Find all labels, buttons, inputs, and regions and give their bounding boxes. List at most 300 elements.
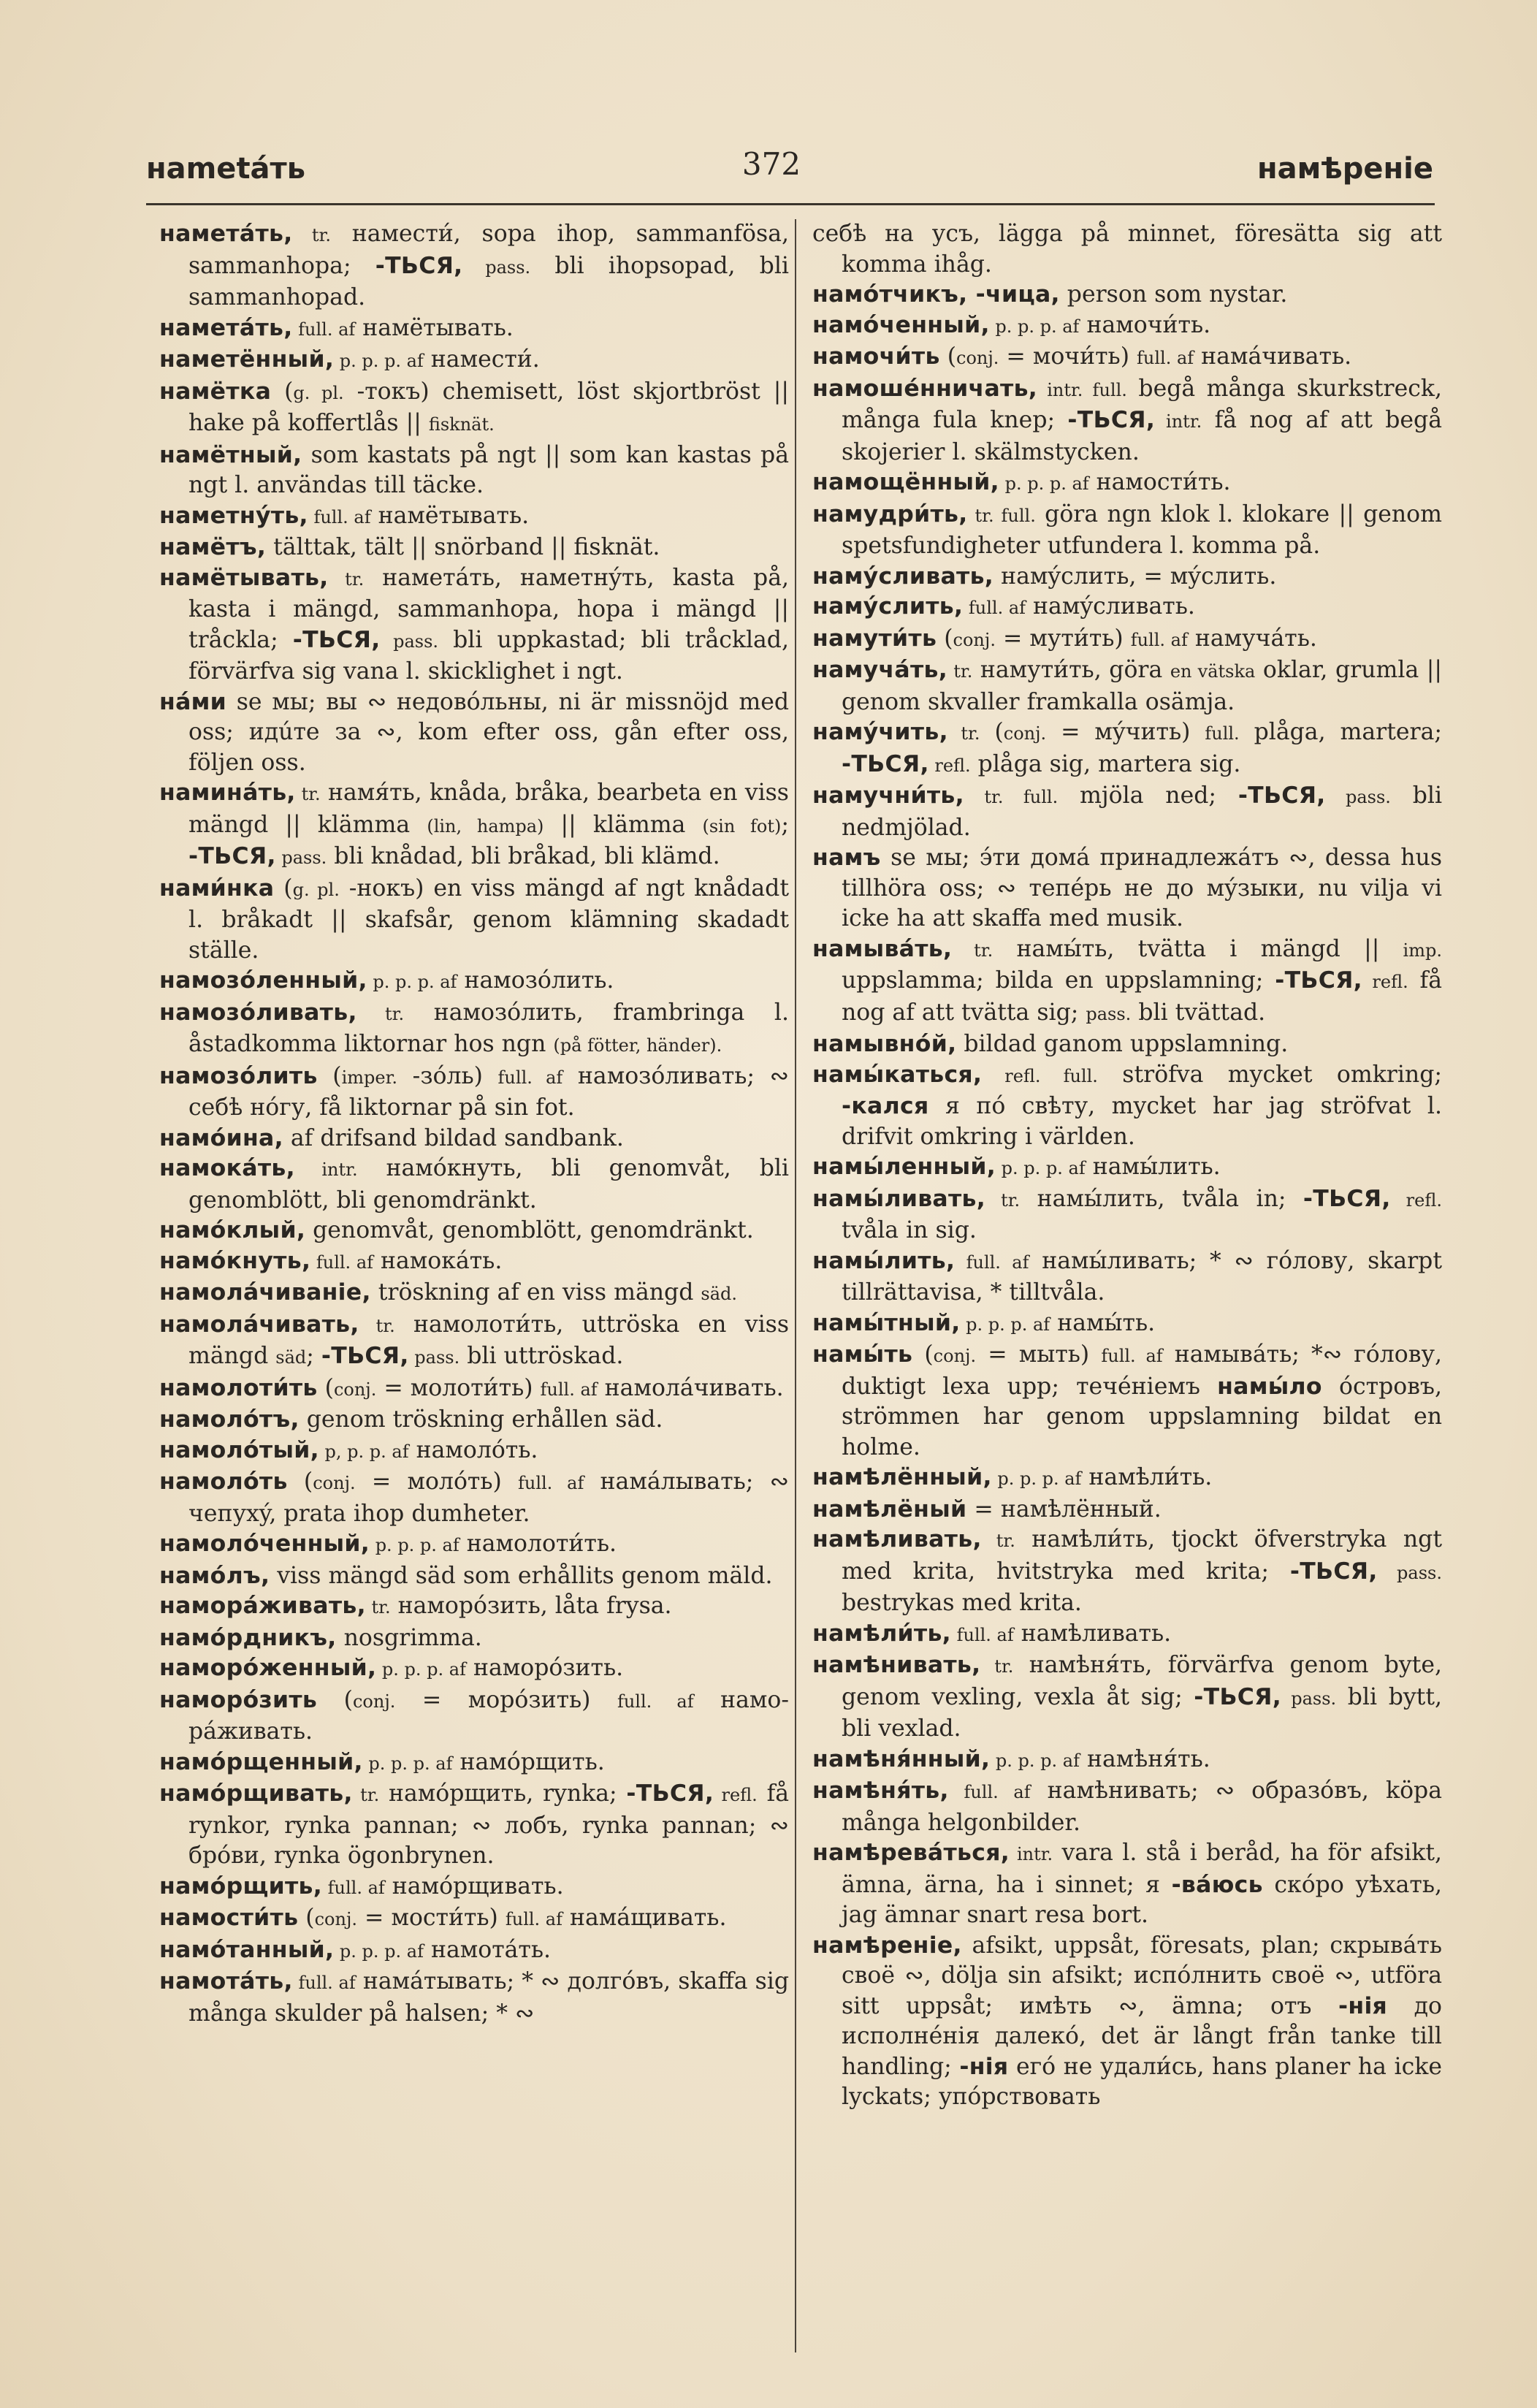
dictionary-entry	[812, 1650, 1442, 1745]
entry-text: (	[980, 719, 1004, 745]
small-label: säd	[275, 1347, 307, 1368]
dictionary-entry	[812, 1308, 1442, 1341]
headword: намъ	[812, 845, 881, 871]
entry-text: наморóзить.	[465, 1655, 624, 1681]
entry-text: få nog af att tvätta sig;	[842, 967, 1442, 1026]
headword: нами́нка	[159, 875, 275, 902]
small-label: conj.	[313, 1473, 356, 1493]
entry-text: bli bytt, bli vexlad.	[842, 1683, 1442, 1742]
headword: намывнóй,	[812, 1031, 957, 1057]
entry-text: óстровъ, strömmen har genom uppslamning bildat en holme.	[842, 1373, 1442, 1460]
entry-text: tröskning af en viss mängd	[370, 1279, 701, 1306]
entry-text: намы́лить.	[1085, 1154, 1221, 1180]
dictionary-entry	[159, 313, 789, 346]
headword: намочи́ть	[812, 343, 940, 370]
small-label: full. af	[517, 1473, 584, 1493]
dictionary-entry	[812, 468, 1442, 500]
small-label: p. p. p. af	[376, 1659, 466, 1680]
entry-text: = молоти́ть)	[376, 1374, 541, 1401]
entry-text: vara l. stå i beråd, ha för afsikt, ämna, ärna, ha i sinnet; я	[842, 1840, 1442, 1898]
entry-text: намы́ливать; * ∾ гóлову, skarpt tillrättavisa, * tilltvåla.	[842, 1247, 1442, 1306]
header-left-guide-word: нametáть	[146, 152, 306, 186]
small-label: full. af	[955, 1251, 1029, 1273]
bold-inflection: -ТЬСЯ,	[1237, 782, 1326, 809]
entry-text: tvåla in sig.	[842, 1217, 977, 1243]
headword: наметнýть,	[159, 502, 308, 529]
bold-inflection: -ТЬСЯ,	[842, 750, 929, 777]
entry-text: få nog af att begå skojerier l. skälmstycken.	[842, 407, 1442, 465]
headword: намути́ть	[812, 625, 937, 652]
small-label: säd.	[701, 1284, 738, 1304]
dictionary-entry	[159, 219, 789, 313]
entry-text: (	[912, 1341, 934, 1368]
headword: намощённый,	[812, 469, 999, 495]
headword: намывáть,	[812, 935, 953, 962]
dictionary-entry	[812, 562, 1442, 593]
headword: намы́ливать,	[812, 1185, 986, 1212]
header-right-guide-word: намѣрeнiе	[1257, 152, 1433, 186]
small-label: full. af	[1130, 629, 1188, 650]
small-label: g. pl.	[293, 382, 344, 403]
small-label: intr.	[1155, 411, 1202, 432]
headword: наметáть,	[159, 221, 293, 247]
entry-text: (	[317, 1374, 334, 1401]
entry-text: намолоти́ть, uttröska en viss mängd	[188, 1311, 789, 1369]
small-label: p. p. p. af	[989, 316, 1080, 337]
entry-text: = мýчить)	[1046, 719, 1205, 745]
entry-text: намóкнуть, bli genomvåt, bli genomblött, bli genomdränkt.	[188, 1155, 790, 1213]
entry-text: bildad ganom uppslamning.	[956, 1031, 1289, 1057]
headword: наморóзить	[159, 1686, 318, 1713]
dictionary-entry	[159, 1246, 789, 1279]
dictionary-entry	[812, 624, 1442, 656]
dictionary-entry	[159, 533, 789, 563]
small-label: p. p. p. af	[999, 473, 1089, 494]
small-label: tr. full.	[964, 787, 1059, 807]
headword: намучни́ть,	[812, 782, 964, 809]
entry-text: намы́ть, tvätta i mängd ||	[993, 935, 1403, 962]
entry-text: наморóзить, låta frysa.	[390, 1593, 672, 1619]
small-label: conj.	[333, 1379, 377, 1400]
small-label: conj.	[352, 1691, 396, 1712]
small-label: p. p. p. af	[960, 1314, 1050, 1335]
small-label: intr.	[294, 1159, 358, 1180]
entry-text: -нокъ) en viss mängd af ngt knådadt l. bråkadt || skafsår, genom klämning skadadt ställe.	[188, 875, 789, 964]
small-label: conj.	[1003, 723, 1047, 744]
dictionary-entry	[159, 1653, 789, 1685]
dictionary-entry	[812, 310, 1442, 343]
headword: намы́ть	[812, 1341, 913, 1368]
bold-inflection: -ТЬСЯ,	[188, 843, 276, 869]
entry-text: намýсливать.	[1026, 593, 1195, 620]
small-label: full. af	[950, 1624, 1014, 1645]
small-label: intr.	[1010, 1844, 1053, 1864]
small-label: p. p. p. af	[334, 1940, 424, 1962]
entry-text: (	[274, 875, 293, 902]
entry-text: = морóзить)	[395, 1686, 617, 1713]
bold-inflection: -ТЬСЯ,	[626, 1780, 714, 1807]
small-label: tr.	[981, 1531, 1015, 1551]
entry-text: намѣливать.	[1013, 1620, 1172, 1647]
headword: намýслить,	[812, 593, 964, 620]
small-label: full. af	[1137, 348, 1194, 368]
entry-text: (	[937, 625, 953, 652]
entry-text: mjöla ned;	[1058, 782, 1238, 809]
dictionary-entry	[159, 1124, 789, 1154]
dictionary-entry	[159, 1436, 789, 1468]
headword: намѣня́нный,	[812, 1745, 991, 1772]
small-label: conj.	[953, 629, 996, 650]
dictionary-entry	[159, 1154, 789, 1216]
entry-text: намáчивать.	[1194, 343, 1352, 370]
entry-text: намути́ть, göra	[972, 657, 1170, 683]
small-label: full.	[1205, 723, 1240, 744]
dictionary-entry	[159, 966, 789, 998]
small-label: tr.	[947, 723, 980, 744]
dictionary-entry	[812, 1495, 1442, 1525]
dictionary-entry	[159, 1872, 789, 1904]
entry-text: = мочи́ть)	[999, 343, 1137, 370]
headword: намолóтый,	[159, 1436, 319, 1463]
entry-text: plåga sig, martera sig.	[970, 750, 1241, 777]
entry-text: намётывать.	[370, 502, 530, 529]
small-label: tr. full.	[967, 505, 1036, 526]
small-label: p. p. p. af	[990, 1750, 1080, 1771]
entry-text: намѣня́ть.	[1079, 1745, 1210, 1772]
small-label: en vätska	[1170, 661, 1256, 682]
entry-text: tälttak, tält || snörband || fisknät.	[266, 534, 660, 560]
dictionary-entry	[159, 1748, 789, 1780]
dictionary-entry	[812, 592, 1442, 624]
entry-text: егó не удали́сь, hans planer ha icke lyckats; упóрствовать	[842, 2053, 1442, 2110]
small-label: full. af	[963, 598, 1026, 618]
dictionary-entry	[159, 1903, 789, 1935]
dictionary-entry	[159, 1278, 789, 1310]
dictionary-entry	[159, 1373, 789, 1406]
entry-text: göra ngn klok l. klokare || genom spetsfundigheter utfundera l. komma på.	[842, 500, 1443, 559]
bold-inflection: -кался	[842, 1093, 929, 1119]
dictionary-entry	[812, 1776, 1442, 1838]
dictionary-entry	[812, 1525, 1442, 1619]
headword: намѣлённый,	[812, 1464, 992, 1490]
headword: наметённый,	[159, 346, 335, 373]
small-label: tr.	[947, 661, 973, 682]
entry-text: = молóть)	[355, 1468, 518, 1495]
entry-text: намѣня́ть, förvärfva genom byte, genom vexling, vexla åt sig;	[842, 1652, 1442, 1710]
entry-text: намотáть.	[423, 1936, 552, 1963]
dictionary-entry	[812, 843, 1442, 934]
small-label: full. af	[617, 1691, 694, 1712]
headword: намы́ленный,	[812, 1154, 996, 1180]
entry-text: намётывать.	[355, 314, 514, 341]
headword: намýсливать,	[812, 563, 994, 590]
small-label: conj.	[314, 1909, 358, 1929]
dictionary-entry	[159, 1967, 789, 2029]
entry-text: (	[271, 378, 294, 405]
entry-text: viss mängd säd som erhållits genom mäld.	[270, 1562, 773, 1589]
small-label: (på fötter, händer).	[553, 1035, 722, 1056]
small-label: pass.	[408, 1347, 460, 1368]
dictionary-entry	[159, 345, 789, 377]
dictionary-entry	[159, 874, 789, 967]
small-label: imp.	[1403, 940, 1442, 961]
dictionary-entry	[812, 1029, 1442, 1060]
headword: намы́тный,	[812, 1309, 961, 1336]
entry-text: намости́ть.	[1088, 469, 1231, 495]
dictionary-entry	[159, 1591, 789, 1623]
entry-text: ;	[781, 811, 790, 838]
dictionary-entry	[159, 1529, 789, 1561]
small-label: refl.	[1390, 1189, 1442, 1211]
headword: намѣлёный	[812, 1496, 967, 1523]
small-label: tr.	[328, 568, 365, 590]
entry-text: bli ihopsopad, bli sammanhopad.	[188, 252, 789, 310]
small-label: (sin fot)	[702, 815, 782, 837]
entry-text: oklar, grumla || genom skvaller framkalla osämja.	[842, 657, 1443, 715]
small-label: full. af	[505, 1909, 562, 1929]
bold-inflection: -ТЬСЯ,	[321, 1343, 409, 1369]
small-label: refl.	[714, 1785, 758, 1805]
small-label: p. p. p. af	[370, 1535, 459, 1555]
dictionary-entry	[159, 1561, 789, 1592]
headword: намётный,	[159, 441, 302, 468]
small-label: refl.	[1362, 972, 1408, 992]
dictionary-entry	[812, 1745, 1442, 1777]
small-label: conj.	[956, 348, 999, 368]
entry-text: få rynkor, rynka pannan; ∾ лобъ, rynka pannan; ∾ брóви, rynka ögonbrynen.	[188, 1780, 790, 1869]
small-label: full. af	[948, 1782, 1031, 1802]
small-label: tr.	[292, 225, 331, 245]
headword: наминáть,	[159, 780, 296, 806]
entry-text: себѣ на усъ, lägga på minnet, föresätta sig att komma ihåg.	[812, 221, 1442, 278]
dictionary-entry	[812, 717, 1442, 781]
entry-text: = мыть)	[976, 1341, 1102, 1368]
entry-text: намóрщить.	[452, 1748, 605, 1775]
entry-text: (	[317, 1686, 353, 1713]
small-label: g. pl.	[292, 879, 340, 900]
small-label: full. af	[308, 506, 371, 527]
entry-text: скóро уѣхать, jag ämnar snart resa bort.	[842, 1871, 1442, 1928]
entry-text: намести́, sopa ihop, sammanfösa, sammanhopa;	[188, 221, 789, 279]
dictionary-entry	[159, 1467, 789, 1529]
entry-text: plåga, martera;	[1239, 719, 1442, 745]
entry-text: (	[287, 1468, 313, 1495]
dictionary-entry	[159, 1062, 789, 1124]
small-label: full. af	[322, 1877, 385, 1898]
headword: намокáть,	[159, 1155, 295, 1181]
small-label: pass.	[275, 847, 327, 868]
entry-text: намести́.	[423, 346, 540, 373]
dictionary-entry	[159, 501, 789, 533]
headword: наморóженный,	[159, 1655, 377, 1681]
dictionary-entry	[812, 781, 1442, 843]
headword: намолóтъ,	[159, 1406, 300, 1433]
entry-text: uppslamma; bilda en uppslamning;	[842, 967, 1275, 994]
headword: намошéнничать,	[812, 375, 1038, 402]
dictionary-entry	[159, 778, 789, 874]
small-label: tr.	[356, 1003, 405, 1024]
headword: намолóченный,	[159, 1531, 370, 1557]
headword: намѣли́ть,	[812, 1620, 951, 1647]
page-header	[110, 146, 1433, 197]
entry-text: begå många skurkstreck, många fula knep;	[842, 375, 1443, 433]
dictionary-entry	[159, 687, 789, 779]
entry-text: намывáть; *∾ гóлову, duktigt lexa upp; течéнiемъ	[842, 1341, 1442, 1400]
entry-text: som kastats på ngt || som kan kastas på ngt l. användas till täcke.	[188, 441, 789, 498]
entry-text: genom tröskning erhållen säd.	[299, 1406, 663, 1433]
entry-text: намолáчивать.	[597, 1374, 784, 1401]
dictionary-entry	[812, 1838, 1442, 1931]
headword: нáми	[159, 688, 227, 715]
dictionary-entry	[159, 1935, 789, 1967]
entry-text: намѣли́ть, tjockt öfverstryka ngt med krita, hvitstryka med krita;	[842, 1526, 1442, 1585]
entry-text: bli uppkastad; bli tråcklad, förvärfva sig vana l. skicklighet i ngt.	[188, 626, 789, 685]
headword: намóрщенный,	[159, 1748, 363, 1775]
entry-text: намолоти́ть.	[459, 1531, 617, 1557]
dictionary-entry	[812, 655, 1442, 717]
headword: намóина,	[159, 1124, 283, 1151]
dictionary-entry	[812, 1060, 1442, 1153]
headword: намýчить,	[812, 719, 948, 745]
dictionary-entry	[812, 1246, 1442, 1308]
small-label: p. p. p. af	[996, 1158, 1086, 1178]
small-label: refl. full.	[982, 1065, 1098, 1086]
entry-text: намы́ть.	[1050, 1309, 1156, 1336]
dictionary-entry	[812, 1152, 1442, 1184]
entry-text: bestrykas med krita.	[842, 1590, 1082, 1616]
bold-inflection: -нiя	[1338, 1992, 1388, 2019]
headword: намóкнуть,	[159, 1247, 311, 1274]
small-label: pass.	[1325, 787, 1391, 807]
entry-text: намя́ть, knåda, bråka, bearbeta en viss mängd || klämma	[188, 780, 789, 838]
entry-text: bli tvättad.	[1131, 999, 1266, 1026]
headword: намучáть,	[812, 657, 948, 683]
dictionary-entry	[812, 934, 1442, 1030]
entry-text: af drifsand bildad sandbank.	[283, 1124, 624, 1151]
small-label: full. af	[1101, 1346, 1163, 1366]
entry-text: намáщивать.	[562, 1905, 727, 1931]
headword: намóлъ,	[159, 1562, 270, 1589]
entry-text: я пó свѣту, mycket har jag ströfvat l. drifvit omkring i världen.	[842, 1093, 1442, 1150]
headword: наметáть,	[159, 314, 293, 341]
headword: намóрдникъ,	[159, 1624, 337, 1651]
dictionary-entry	[812, 1463, 1442, 1495]
dictionary-entry	[812, 374, 1442, 468]
headword: намётывать,	[159, 564, 329, 591]
dictionary-entry	[159, 1623, 789, 1654]
small-label: p. p. p. af	[362, 1753, 453, 1774]
entry-text: до исполнéнiя далекó, det är långt från tanke till handling;	[842, 1992, 1442, 2080]
header-rule	[146, 203, 1435, 205]
dictionary-entry	[812, 500, 1442, 562]
entry-text: наметáть, наметнýть, kasta på, kasta i mängd, sammanhopa, hopa i mängd || tråckla;	[188, 564, 789, 653]
dictionary-entry	[812, 1184, 1442, 1246]
headword: намозóлить	[159, 1062, 318, 1089]
small-label: tr.	[980, 1656, 1014, 1677]
dictionary-entry	[159, 377, 789, 441]
small-label: tr.	[985, 1189, 1021, 1211]
small-label: pass.	[1281, 1688, 1337, 1709]
column-divider	[795, 219, 796, 2352]
dictionary-entry	[812, 1931, 1442, 2113]
small-label: full. af	[292, 1973, 356, 1993]
bold-inflection: -ТЬСЯ,	[375, 252, 463, 279]
columns	[146, 219, 1443, 2360]
entry-text: se мы; вы ∾ недовóльны, ni är missnöjd med oss; идúте за ∾, kom efter oss, gån efter oss, följen oss.	[188, 688, 789, 776]
entry-text: (	[317, 1062, 342, 1089]
small-label: tr.	[295, 784, 321, 804]
bold-inflection: -ТЬСЯ,	[1067, 407, 1156, 433]
entry-text: намóрщить, rynka;	[379, 1780, 627, 1807]
left-column	[159, 219, 789, 2029]
headword: намѣревáться,	[812, 1840, 1010, 1866]
entry-text: намѣли́ть.	[1081, 1464, 1213, 1490]
dictionary-entry	[812, 280, 1442, 310]
small-label: p, p. p. af	[319, 1441, 409, 1462]
headword: намётка	[159, 378, 272, 405]
bold-inflection: -ТЬСЯ,	[292, 626, 381, 653]
entry-text: намучáть.	[1187, 625, 1317, 652]
headword: намѣнивать,	[812, 1652, 981, 1678]
bold-inflection: -ТЬСЯ,	[1275, 967, 1362, 994]
small-label: full. af	[292, 319, 356, 340]
entry-text: afsikt, uppsåt, föresats, plan; скрывáть своё ∾, dölja sin afsikt; испóлнить своё ∾, utföra sitt uppsåt; имѣть ∾, ämna; отъ	[842, 1932, 1442, 2019]
small-label: tr.	[952, 940, 993, 961]
headword: намудри́ть,	[812, 500, 968, 527]
small-label: refl.	[928, 755, 971, 776]
headword: намолáчивать,	[159, 1311, 359, 1338]
small-label: pass.	[1086, 1003, 1132, 1024]
headword: намóтанный,	[159, 1936, 335, 1963]
headword: намóтчикъ, -чица,	[812, 281, 1060, 308]
entry-text: намýслить, = мýслить.	[993, 563, 1277, 590]
small-label: full. af	[497, 1067, 563, 1088]
headword: намости́ть	[159, 1905, 299, 1931]
entry-text: ströfva mycket omkring;	[1097, 1061, 1443, 1088]
headword: намѣня́ть,	[812, 1778, 949, 1804]
dictionary-entry	[159, 998, 789, 1062]
entry-text: намáтывать; * ∾ долгóвъ, skaffa sig många skulder på halsen; * ∾	[188, 1968, 789, 2027]
headword: намозóливать,	[159, 999, 357, 1026]
entry-text: намѣнивать; ∾ образóвъ, köpa många helgonbilder.	[842, 1778, 1442, 1836]
dictionary-entry	[812, 1340, 1442, 1463]
headword: намотáть,	[159, 1968, 293, 1994]
entry-text: ;	[306, 1343, 321, 1369]
page-number: 372	[741, 146, 801, 182]
entry-text: person som nystar.	[1059, 281, 1288, 308]
small-label: conj.	[933, 1346, 977, 1366]
entry-text: genomvåt, genomblött, genomdränkt.	[305, 1217, 754, 1243]
headword: намѣливать,	[812, 1526, 982, 1552]
small-label: fisknät.	[428, 414, 495, 435]
small-label: intr. full.	[1037, 379, 1127, 400]
entry-text: bli uttröskad.	[459, 1343, 624, 1369]
small-label: p. p. p. af	[334, 351, 424, 371]
headword: намы́каться,	[812, 1061, 983, 1088]
small-label: (lin, hampa)	[427, 815, 544, 837]
dictionary-entry	[159, 1779, 789, 1872]
entry-text: намозóлить.	[457, 967, 614, 994]
headword: намóрщить,	[159, 1872, 322, 1900]
bold-inflection: намы́ло	[1217, 1373, 1322, 1400]
bold-inflection: -нiя	[959, 2053, 1009, 2080]
headword: намы́лить,	[812, 1247, 956, 1274]
entry-text: намы́лить, tvåla in;	[1020, 1185, 1303, 1212]
bold-inflection: -вáюсь	[1171, 1871, 1263, 1898]
entry-text: = мости́ть)	[357, 1905, 506, 1931]
dictionary-entry	[159, 441, 789, 501]
small-label: p. p. p. af	[991, 1468, 1082, 1489]
